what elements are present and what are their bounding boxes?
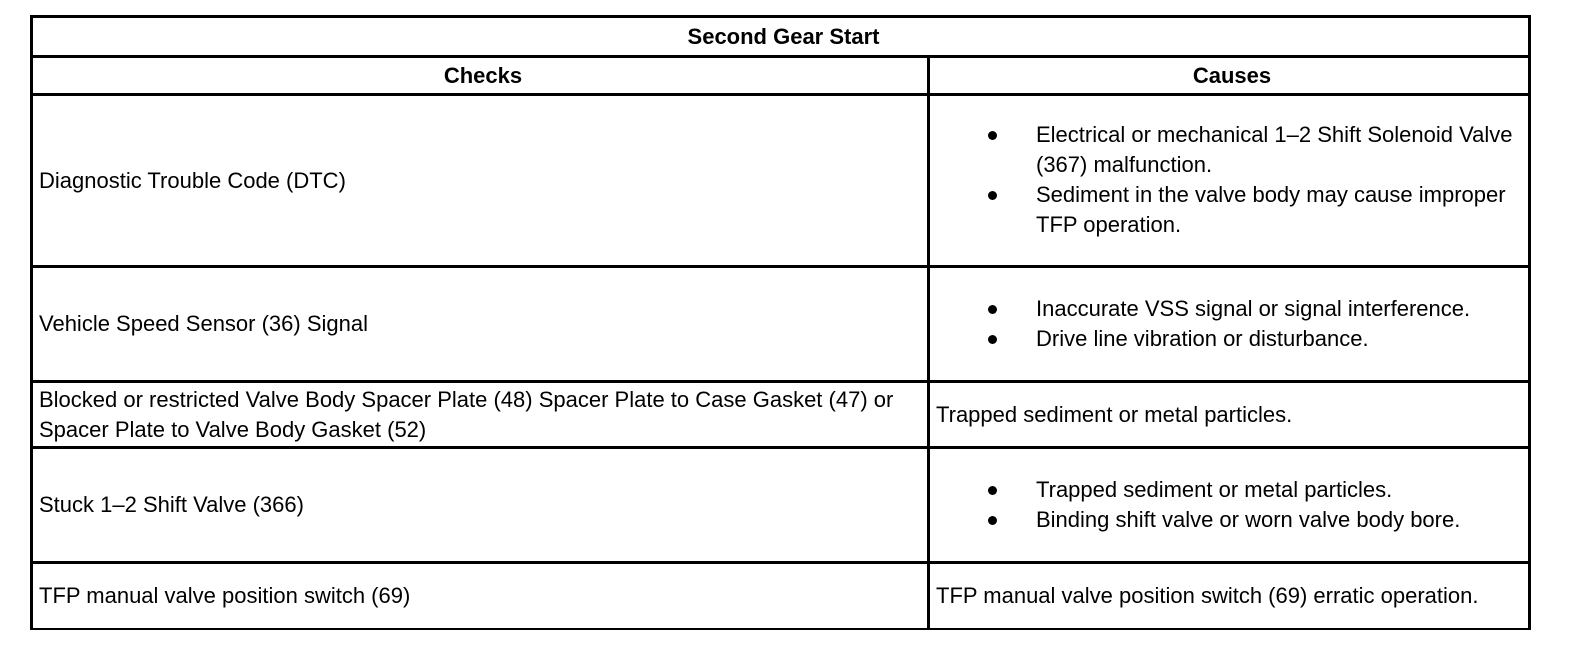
bullet-icon xyxy=(988,335,997,344)
cause-text: Binding shift valve or worn valve body bore. xyxy=(1036,507,1461,532)
cause-item xyxy=(936,120,1528,180)
causes-cell: Trapped sediment or metal particles. xyxy=(929,382,1530,448)
bullet-icon xyxy=(988,486,997,495)
table-row xyxy=(32,382,1530,448)
table-row xyxy=(32,563,1530,629)
header-row xyxy=(32,57,1530,95)
cause-item xyxy=(936,505,1528,535)
check-cell: TFP manual valve position switch (69) xyxy=(32,563,929,629)
bullet-icon xyxy=(988,305,997,314)
cause-text: Inaccurate VSS signal or signal interference. xyxy=(1036,296,1471,321)
cause-text: Electrical or mechanical 1–2 Shift Solenoid Valve (367) malfunction. xyxy=(1036,121,1513,177)
causes-cell xyxy=(929,267,1530,382)
check-cell: Diagnostic Trouble Code (DTC) xyxy=(32,95,929,267)
cause-item xyxy=(936,180,1528,240)
table-row xyxy=(32,95,1530,267)
cause-list xyxy=(936,475,1528,535)
check-cell: Stuck 1–2 Shift Valve (366) xyxy=(32,448,929,563)
causes-header: Causes xyxy=(929,57,1530,95)
table-title: Second Gear Start xyxy=(32,17,1530,57)
causes-cell: TFP manual valve position switch (69) erratic operation. xyxy=(929,563,1530,629)
bullet-icon xyxy=(988,516,997,525)
cause-text: Trapped sediment or metal particles. xyxy=(1036,477,1393,502)
bullet-icon xyxy=(988,131,997,140)
bullet-icon xyxy=(988,191,997,200)
cause-item xyxy=(936,475,1528,505)
causes-cell xyxy=(929,448,1530,563)
checks-header: Checks xyxy=(32,57,929,95)
check-cell: Blocked or restricted Valve Body Spacer Plate (48) Spacer Plate to Case Gasket (47) or Spacer Plate to Valve Body Gasket (52) xyxy=(32,382,929,448)
cause-item xyxy=(936,294,1528,324)
causes-cell xyxy=(929,95,1530,267)
title-row xyxy=(32,17,1530,57)
diagnosis-table xyxy=(30,15,1531,630)
cause-list xyxy=(936,120,1528,240)
table-row xyxy=(32,267,1530,382)
check-cell: Vehicle Speed Sensor (36) Signal xyxy=(32,267,929,382)
table-row xyxy=(32,448,1530,563)
cause-list xyxy=(936,294,1528,354)
cause-text: Sediment in the valve body may cause improper TFP operation. xyxy=(1036,181,1506,237)
cause-item xyxy=(936,324,1528,354)
cause-text: Drive line vibration or disturbance. xyxy=(1036,326,1369,351)
